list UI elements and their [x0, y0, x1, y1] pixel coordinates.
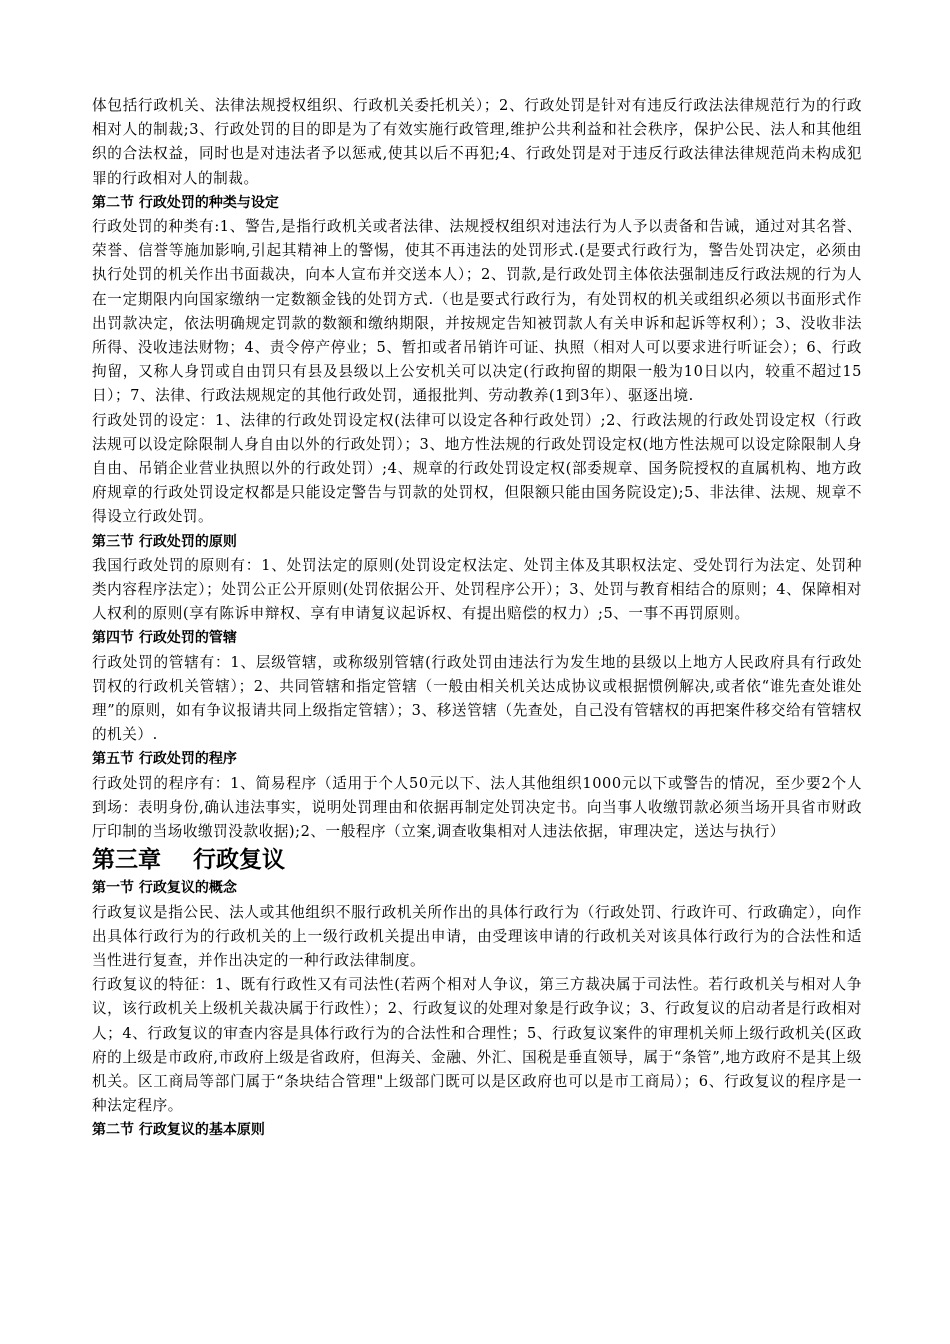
- paragraph: 行政处罚的程序有：1、简易程序（适用于个人50元以下、法人其他组织1000元以下或警告的情况，至少要2个人到场：表明身份,确认违法事实，说明处罚理由和依据再制定处罚决定书。向当事人收缴罚款必须当场开具省市财政厅印制的当场收缴罚没款收据);2、一般程序（立案,调查收集相对人违法依据，审理决定，送达与执行）: [92, 774, 862, 841]
- section-heading: 第五节 行政处罚的程序: [92, 751, 237, 768]
- paragraph: 行政复议的特征：1、既有行政性又有司法性(若两个相对人争议，第三方裁决属于司法性。若行政机关与相对人争议，该行政机关上级机关裁决属于行政性）；2、行政复议的处理对象是行政争议；3、行政复议的启动者是行政相对人；4、行政复议的审查内容是具体行政行为的合法性和合理性；5、行政复议案件的审理机关师上级行政机关(区政府的上级是市政府,市政府上级是省政府，但海关、金融、外汇、国税是垂直领导，属于“条管”,地方政府不是其上级机关。区工商局等部门属于“条块结合管理"上级部门既可以是区政府也可以是市工商局）；6、行政复议的程序是一种法定程序。: [92, 976, 862, 1115]
- paragraph: 体包括行政机关、法律法规授权组织、行政机关委托机关）；2、行政处罚是针对有违反行政法法律规范行为的行政相对人的制裁;3、行政处罚的目的即是为了有效实施行政管理,维护公共利益和社会秩序，保护公民、法人和其他组织的合法权益，同时也是对违法者予以惩戒,使其以后不再犯;4、行政处罚是对于违反行政法律法律规范尚未构成犯罪的行政相对人的制裁。: [92, 97, 862, 187]
- section-heading: 第二节 行政复议的基本原则: [92, 1122, 265, 1139]
- section-heading: 第四节 行政处罚的管辖: [92, 630, 237, 647]
- paragraph: 我国行政处罚的原则有：1、处罚法定的原则(处罚设定权法定、处罚主体及其职权法定、受处罚行为法定、处罚种类内容程序法定）；处罚公正公开原则(处罚依据公开、处罚程序公开）；3、处罚与教育相结合的原则；4、保障相对人权利的原则(享有陈诉申辩权、享有申请复议起诉权、有提出赔偿的权力）;5、一事不再罚原则。: [92, 556, 862, 623]
- section-heading: 第一节 行政复议的概念: [92, 880, 237, 897]
- chapter-heading: 第三章 行政复议: [92, 847, 286, 874]
- paragraph: 行政复议是指公民、法人或其他组织不服行政机关所作出的具体行政行为（行政处罚、行政许可、行政确定），向作出具体行政行为的行政机关的上一级行政机关提出申请，由受理该申请的行政机关对该具体行政行为的合法性和适当性进行复查，并作出决定的一种行政法律制度。: [92, 903, 862, 969]
- paragraph: 行政处罚的种类有:1、警告,是指行政机关或者法律、法规授权组织对违法行为人予以责备和告诫，通过对其名誉、荣誉、信誉等施加影响,引起其精神上的警惕，使其不再违法的处罚形式.(是要式行政行为，警告处罚决定，必须由执行处罚的机关作出书面裁决，向本人宣布并交送本人）；2、罚款,是行政处罚主体依法强制违反行政法规的行为人在一定期限内向国家缴纳一定数额金钱的处罚方式.（也是要式行政行为，有处罚权的机关或组织必须以书面形式作出罚款决定，依法明确规定罚款的数额和缴纳期限，并按规定告知被罚款人有关申诉和起诉等权利）；3、没收非法所得、没收违法财物；4、责令停产停业；5、暂扣或者吊销许可证、执照（相对人可以要求进行听证会）；6、行政拘留，又称人身罚或自由罚只有县及县级以上公安机关可以决定(行政拘留的期限一般为10日以内，较重不超过15日）；7、法律、行政法规规定的其他行政处罚，通报批判、劳动教养(1到3年）、驱逐出境.: [92, 218, 862, 405]
- section-heading: 第二节 行政处罚的种类与设定: [92, 194, 279, 211]
- paragraph: 行政处罚的管辖有：1、层级管辖，或称级别管辖(行政处罚由违法行为发生地的县级以上地方人民政府具有行政处罚权的行政机关管辖）；2、共同管辖和指定管辖（一般由相关机关达成协议或根据惯例解决,或者依“谁先查处谁处理”的原则，如有争议报请共同上级指定管辖）；3、移送管辖（先查处，自己没有管辖权的再把案件移交给有管辖权的机关）.: [92, 653, 862, 744]
- paragraph: 行政处罚的设定：1、法律的行政处罚设定权(法律可以设定各种行政处罚）;2、行政法规的行政处罚设定权（行政法规可以设定除限制人身自由以外的行政处罚）；3、地方性法规的行政处罚设定权(地方性法规可以设定除限制人身自由、吊销企业营业执照以外的行政处罚）;4、规章的行政处罚设定权(部委规章、国务院授权的直属机构、地方政府规章的行政处罚设定权都是只能设定警告与罚款的处罚权，但限额只能由国务院设定);5、非法律、法规、规章不得设立行政处罚。: [92, 411, 862, 526]
- section-heading: 第三节 行政处罚的原则: [92, 533, 237, 550]
